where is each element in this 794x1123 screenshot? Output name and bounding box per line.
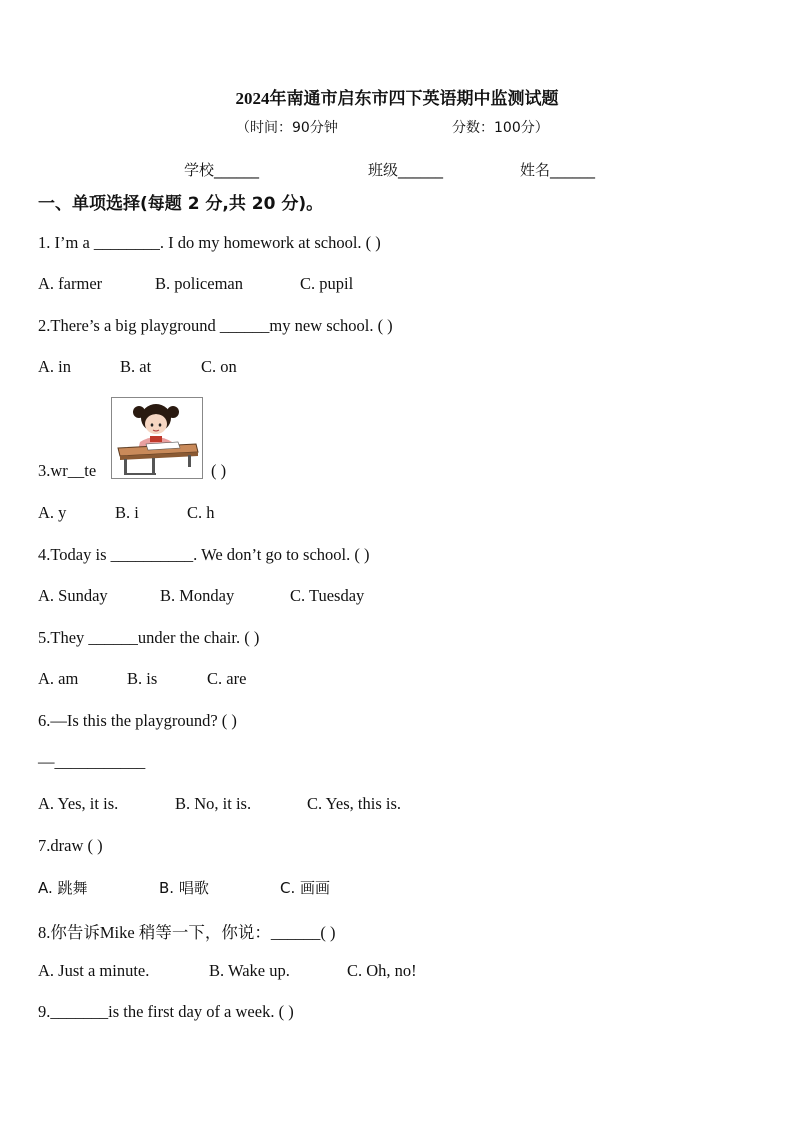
q4-option-c[interactable]: C. Tuesday: [290, 586, 365, 605]
q2-option-b[interactable]: B. at: [120, 357, 152, 376]
q8-option-b[interactable]: B. Wake up.: [209, 961, 290, 980]
question-4: 4.Today is __________. We don’t go to school. ( ): [38, 545, 370, 564]
section-heading: 一、单项选择(每题 2 分,共 20 分)。: [38, 194, 324, 214]
q1-option-a[interactable]: A. farmer: [38, 274, 103, 293]
question-1: 1. I’m a ________. I do my homework at school. ( ): [38, 233, 381, 252]
q3-option-b[interactable]: B. i: [115, 503, 139, 522]
q6-option-c[interactable]: C. Yes, this is.: [307, 794, 401, 813]
q3-option-c[interactable]: C. h: [187, 503, 215, 522]
q7-option-b[interactable]: B. 唱歌: [159, 879, 209, 897]
q4-option-b[interactable]: B. Monday: [160, 586, 235, 605]
exam-time: （时间：90分钟: [236, 120, 338, 136]
q6-answer-line[interactable]: —___________: [38, 752, 146, 771]
class-field[interactable]: 班级______: [368, 161, 444, 179]
q3-answer-bracket[interactable]: ( ): [211, 461, 227, 480]
q6-option-a[interactable]: A. Yes, it is.: [38, 794, 119, 813]
q5-option-b[interactable]: B. is: [127, 669, 158, 688]
q8-option-a[interactable]: A. Just a minute.: [38, 961, 150, 980]
question-9: 9._______is the first day of a week. ( ): [38, 1002, 294, 1021]
q5-option-c[interactable]: C. are: [207, 669, 247, 688]
name-field[interactable]: 姓名______: [520, 161, 596, 179]
q7-option-a[interactable]: A. 跳舞: [38, 879, 88, 897]
question-7: 7.draw ( ): [38, 836, 103, 855]
q6-option-b[interactable]: B. No, it is.: [175, 794, 252, 813]
q7-option-c[interactable]: C. 画画: [280, 879, 331, 897]
question-8: 8.你告诉Mike 稍等一下，你说：______( ): [38, 923, 336, 942]
girl-writing-picture: [111, 397, 203, 479]
question-3: 3.wr__te: [38, 461, 97, 480]
girl-writing-icon: [112, 398, 202, 478]
q4-option-a[interactable]: A. Sunday: [38, 586, 108, 605]
question-5: 5.They ______under the chair. ( ): [38, 628, 260, 647]
q3-option-a[interactable]: A. y: [38, 503, 67, 522]
question-6: 6.—Is this the playground? ( ): [38, 711, 237, 730]
q5-option-a[interactable]: A. am: [38, 669, 79, 688]
school-field[interactable]: 学校______: [184, 161, 260, 179]
q8-option-c[interactable]: C. Oh, no!: [347, 961, 417, 980]
q1-option-c[interactable]: C. pupil: [300, 274, 354, 293]
page-title: 2024年南通市启东市四下英语期中监测试题: [235, 89, 559, 108]
q2-option-c[interactable]: C. on: [201, 357, 237, 376]
exam-score: 分数：100分）: [452, 120, 549, 136]
q2-option-a[interactable]: A. in: [38, 357, 71, 376]
question-2: 2.There’s a big playground ______my new school. ( ): [38, 316, 393, 335]
q1-option-b[interactable]: B. policeman: [155, 274, 243, 293]
